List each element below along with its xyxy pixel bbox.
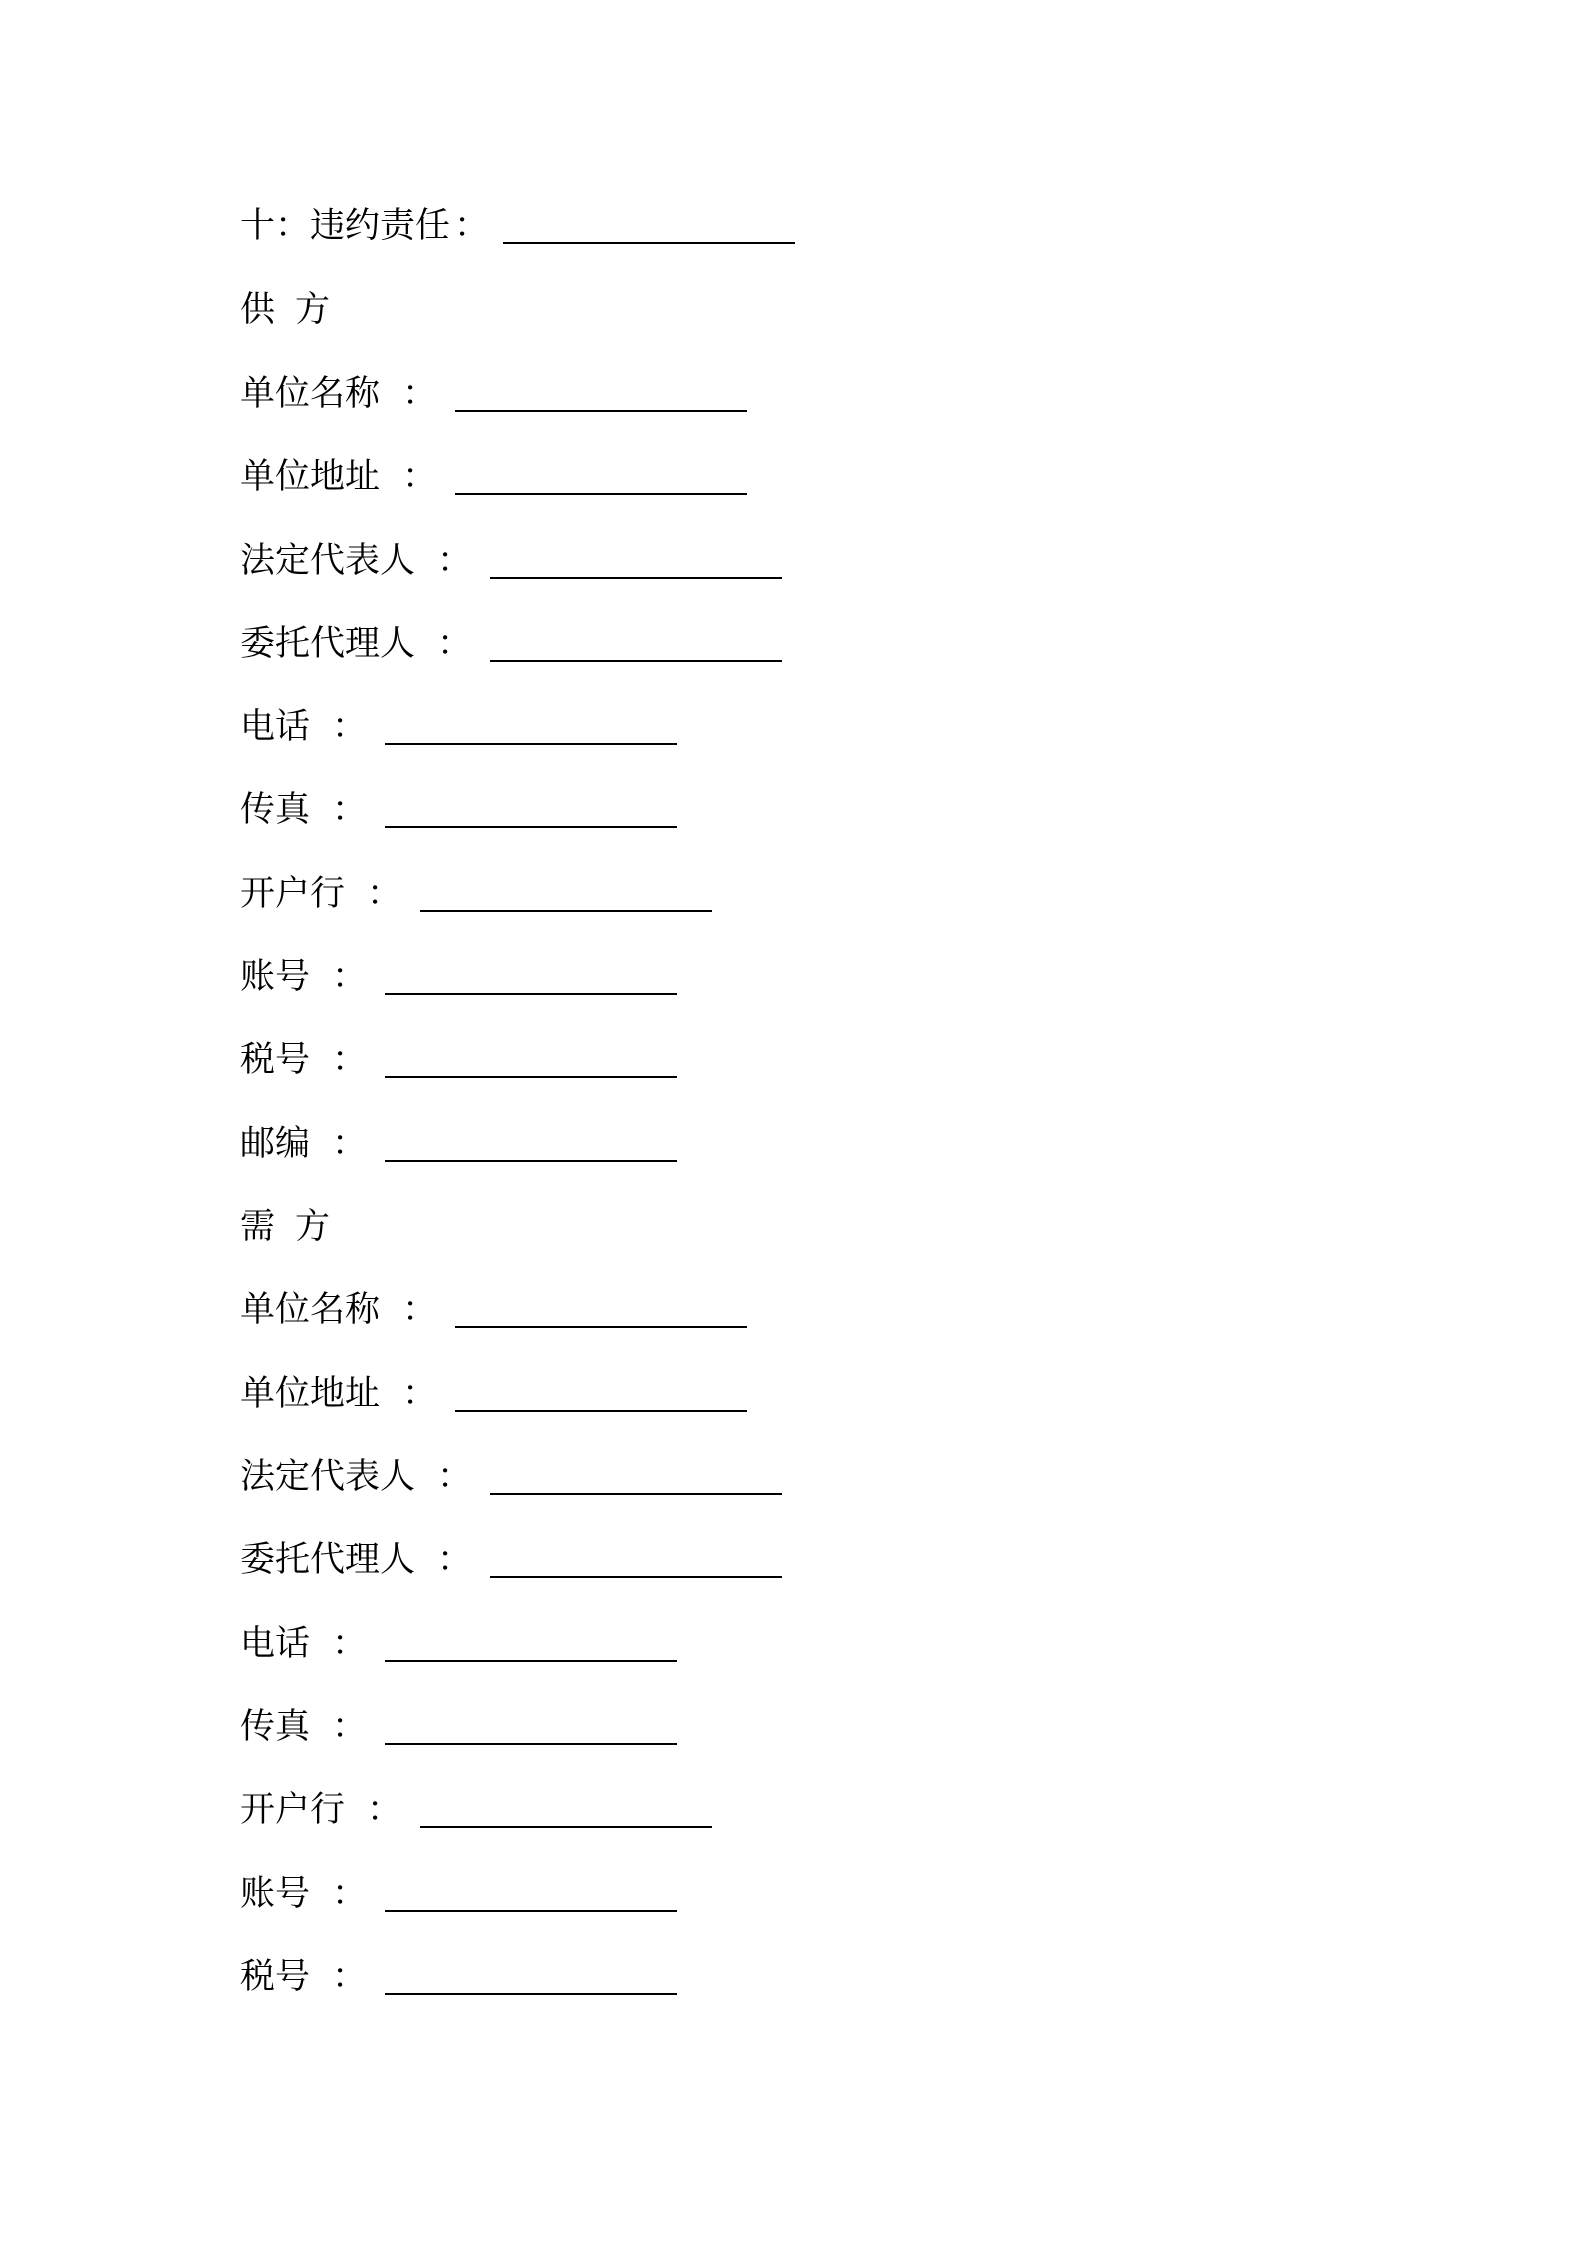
buyer-field-tax-number xyxy=(240,1947,677,2007)
field-separator: ： xyxy=(437,541,473,581)
supplier-field-postal-code xyxy=(240,1114,677,1174)
field-label: 法定代表人 xyxy=(240,541,416,581)
field-separator: ： xyxy=(402,1374,438,1414)
buyer-field-telephone xyxy=(240,1614,677,1674)
fill-in-blank[interactable] xyxy=(455,493,747,495)
fill-in-blank[interactable] xyxy=(385,743,677,745)
field-label: 开户行 xyxy=(240,874,346,914)
buyer-field-fax xyxy=(240,1697,677,1757)
field-label: 电话 xyxy=(240,707,311,747)
supplier-field-account-number xyxy=(240,947,677,1007)
fill-in-blank[interactable] xyxy=(385,993,677,995)
fill-in-blank[interactable] xyxy=(420,1826,712,1828)
field-separator: ： xyxy=(367,1790,403,1830)
buyer-field-authorized-agent xyxy=(240,1530,782,1590)
fill-in-blank[interactable] xyxy=(385,1160,677,1162)
fill-in-blank[interactable] xyxy=(385,1743,677,1745)
field-separator: ： xyxy=(437,1540,473,1580)
fill-in-blank[interactable] xyxy=(385,826,677,828)
field-separator: ： xyxy=(332,1624,368,1664)
supplier-field-authorized-agent xyxy=(240,614,782,674)
field-separator: ： xyxy=(332,1957,368,1997)
fill-in-blank[interactable] xyxy=(455,1410,747,1412)
field-label: 单位名称 xyxy=(240,1290,381,1330)
fill-in-blank[interactable] xyxy=(385,1660,677,1662)
field-label: 单位地址 xyxy=(240,457,381,497)
supplier-title: 供方 xyxy=(240,290,351,330)
fill-in-blank[interactable] xyxy=(385,1076,677,1078)
field-separator: ： xyxy=(402,457,438,497)
buyer-heading xyxy=(240,1197,350,1257)
fill-in-blank[interactable] xyxy=(490,1576,782,1578)
supplier-field-tax-number xyxy=(240,1030,677,1090)
field-label: 委托代理人 xyxy=(240,1540,416,1580)
supplier-field-company-address xyxy=(240,447,747,507)
supplier-heading xyxy=(240,280,350,340)
field-label: 委托代理人 xyxy=(240,624,416,664)
supplier-field-bank xyxy=(240,864,712,924)
field-label: 开户行 xyxy=(240,1790,346,1830)
fill-in-blank[interactable] xyxy=(385,1910,677,1912)
field-label: 单位名称 xyxy=(240,374,381,414)
field-separator: ： xyxy=(402,1290,438,1330)
field-separator: ： xyxy=(332,707,368,747)
field-separator: ： xyxy=(332,1040,368,1080)
breach-liability-blank[interactable] xyxy=(503,242,795,244)
field-label: 传真 xyxy=(240,790,311,830)
buyer-title: 需方 xyxy=(240,1207,351,1247)
fill-in-blank[interactable] xyxy=(490,1493,782,1495)
field-label: 单位地址 xyxy=(240,1374,381,1414)
field-separator: ： xyxy=(367,874,403,914)
field-separator: ： xyxy=(332,1874,368,1914)
field-label: 账号 xyxy=(240,1874,311,1914)
field-label: 电话 xyxy=(240,1624,311,1664)
supplier-field-company-name xyxy=(240,364,747,424)
fill-in-blank[interactable] xyxy=(455,1326,747,1328)
buyer-field-account-number xyxy=(240,1864,677,1924)
supplier-field-legal-representative xyxy=(240,531,782,591)
fill-in-blank[interactable] xyxy=(420,910,712,912)
field-separator: ： xyxy=(437,624,473,664)
field-label: 税号 xyxy=(240,1957,311,1997)
breach-liability-separator: ： xyxy=(454,206,490,246)
field-label: 邮编 xyxy=(240,1124,311,1164)
fill-in-blank[interactable] xyxy=(490,577,782,579)
buyer-field-legal-representative xyxy=(240,1447,782,1507)
field-label: 账号 xyxy=(240,957,311,997)
field-separator: ： xyxy=(332,790,368,830)
field-separator: ： xyxy=(402,374,438,414)
breach-liability-line xyxy=(240,196,795,256)
field-label: 法定代表人 xyxy=(240,1457,416,1497)
field-label: 传真 xyxy=(240,1707,311,1747)
field-separator: ： xyxy=(332,1124,368,1164)
field-separator: ： xyxy=(332,1707,368,1747)
supplier-field-telephone xyxy=(240,697,677,757)
fill-in-blank[interactable] xyxy=(490,660,782,662)
buyer-field-company-address xyxy=(240,1364,747,1424)
field-separator: ： xyxy=(332,957,368,997)
fill-in-blank[interactable] xyxy=(385,1993,677,1995)
field-separator: ： xyxy=(437,1457,473,1497)
buyer-field-bank xyxy=(240,1780,712,1840)
fill-in-blank[interactable] xyxy=(455,410,747,412)
supplier-field-fax xyxy=(240,780,677,840)
breach-liability-label: 十：违约责任 xyxy=(240,206,451,246)
buyer-field-company-name xyxy=(240,1280,747,1340)
field-label: 税号 xyxy=(240,1040,311,1080)
